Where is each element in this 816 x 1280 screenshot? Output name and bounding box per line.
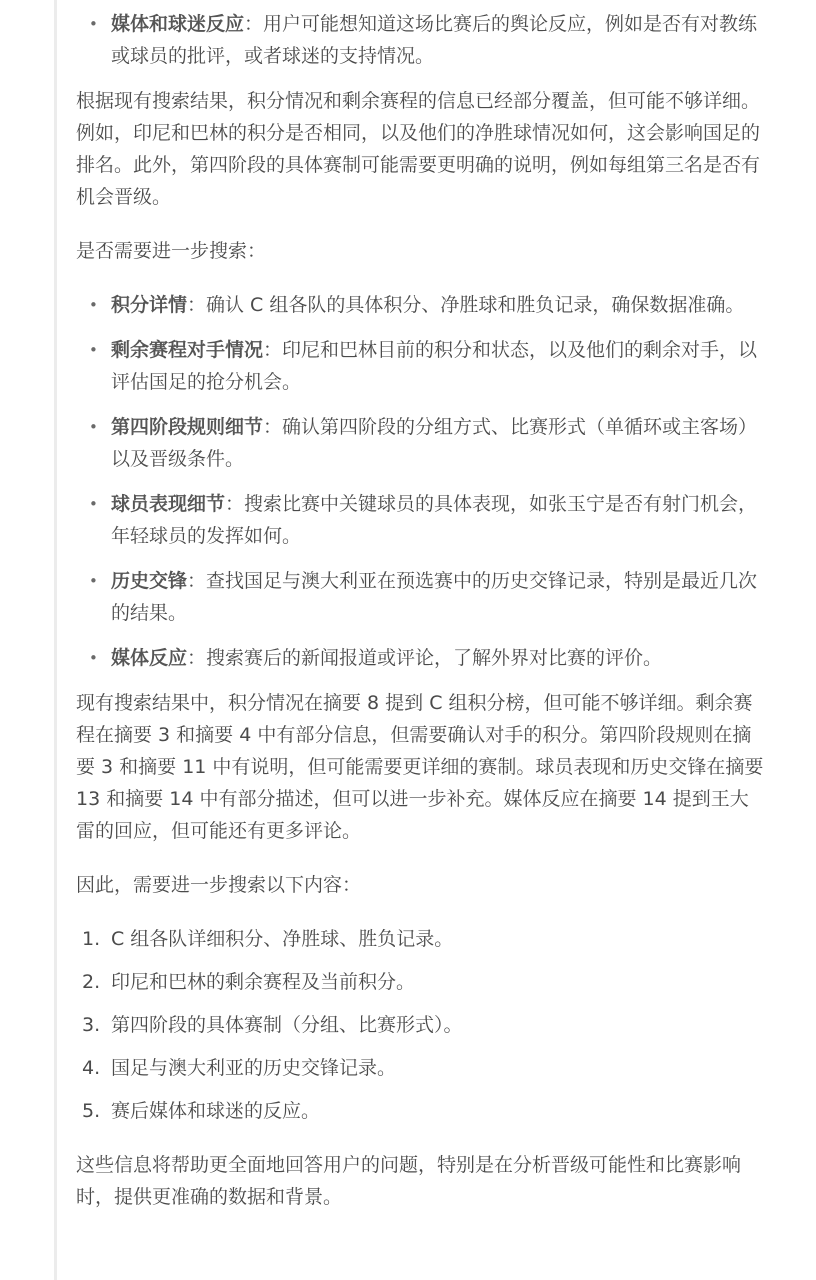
list-item-term: 积分详情 — [111, 294, 188, 316]
list-item-term: 媒体和球迷反应 — [111, 13, 245, 35]
list-item-text: 国足与澳大利亚的历史交锋记录。 — [111, 1057, 397, 1079]
list-item — [76, 289, 766, 321]
list-item-text: ：确认 C 组各队的具体积分、净胜球和胜负记录，确保数据准确。 — [187, 294, 745, 316]
list-number: 4. — [82, 1057, 101, 1079]
list-item-text: ：搜索比赛中关键球员的具体表现，如张玉宁是否有射门机会，年轻球员的发挥如何。 — [111, 493, 758, 547]
list-item-text: 印尼和巴林的剩余赛程及当前积分。 — [111, 971, 416, 993]
bullet-icon: • — [89, 418, 98, 436]
search-topic-list — [76, 289, 766, 674]
top-bullet-list — [76, 8, 766, 72]
paragraph-therefore: 因此，需要进一步搜索以下内容： — [76, 874, 362, 896]
bullet-icon: • — [89, 15, 98, 33]
bullet-icon: • — [89, 341, 98, 359]
bullet-icon: • — [89, 296, 98, 314]
reasoning-content — [76, 8, 766, 1235]
list-item-term: 媒体反应 — [111, 647, 188, 669]
quote-left-border — [54, 0, 57, 1280]
list-item — [76, 334, 766, 398]
paragraph-existing-results: 现有搜索结果中，积分情况在摘要 8 提到 C 组积分榜，但可能不够详细。剩余赛程在摘要 3 和摘要 4 中有部分信息，但需要确认对手的积分。第四阶段规则在摘要 3 和摘要 11 中有说明，但可能需要更详细的赛制。球员表现和历史交锋在摘要 13 和摘要 14 中有部分描述，但可以进一步补充。媒体反应在摘要 14 提到王大雷的回应，但可能还有更多评论。 — [76, 692, 764, 842]
list-item — [76, 966, 766, 998]
list-item-text: C 组各队详细积分、净胜球、胜负记录。 — [111, 928, 454, 950]
list-item-text: ：印尼和巴林目前的积分和状态，以及他们的剩余对手，以评估国足的抢分机会。 — [111, 339, 758, 393]
list-number: 3. — [82, 1014, 101, 1036]
list-item-text: ：搜索赛后的新闻报道或评论，了解外界对比赛的评价。 — [187, 647, 663, 669]
list-item-term: 第四阶段规则细节 — [111, 416, 264, 438]
list-number: 1. — [82, 928, 101, 950]
list-item — [76, 411, 766, 475]
paragraph-search-question: 是否需要进一步搜索： — [76, 240, 267, 262]
bullet-icon: • — [89, 649, 98, 667]
list-item-term: 历史交锋 — [111, 570, 188, 592]
bullet-icon: • — [89, 572, 98, 590]
numbered-search-list — [76, 923, 766, 1127]
list-item — [76, 488, 766, 552]
list-item-text: 第四阶段的具体赛制（分组、比赛形式）。 — [111, 1014, 463, 1036]
list-item — [76, 565, 766, 629]
list-number: 5. — [82, 1100, 101, 1122]
list-item-text: ：查找国足与澳大利亚在预选赛中的历史交锋记录，特别是最近几次的结果。 — [111, 570, 758, 624]
list-item — [76, 923, 766, 955]
list-item-term: 剩余赛程对手情况 — [111, 339, 264, 361]
list-number: 2. — [82, 971, 101, 993]
list-item — [76, 1009, 766, 1041]
list-item — [76, 642, 766, 674]
list-item — [76, 1095, 766, 1127]
list-item-term: 球员表现细节 — [111, 493, 226, 515]
list-item-text: ：确认第四阶段的分组方式、比赛形式（单循环或主客场）以及晋级条件。 — [111, 416, 758, 470]
list-item — [76, 8, 766, 72]
list-item — [76, 1052, 766, 1084]
list-item-text: 赛后媒体和球迷的反应。 — [111, 1100, 321, 1122]
bullet-icon: • — [89, 495, 98, 513]
paragraph-conclusion: 这些信息将帮助更全面地回答用户的问题，特别是在分析晋级可能性和比赛影响时，提供更准确的数据和背景。 — [76, 1154, 742, 1208]
list-item-text: ：用户可能想知道这场比赛后的舆论反应，例如是否有对教练或球员的批评，或者球迷的支持情况。 — [111, 13, 758, 67]
paragraph-analysis: 根据现有搜索结果，积分情况和剩余赛程的信息已经部分覆盖，但可能不够详细。例如，印尼和巴林的积分是否相同，以及他们的净胜球情况如何，这会影响国足的排名。此外，第四阶段的具体赛制可能需要更明确的说明，例如每组第三名是否有机会晋级。 — [76, 90, 761, 208]
